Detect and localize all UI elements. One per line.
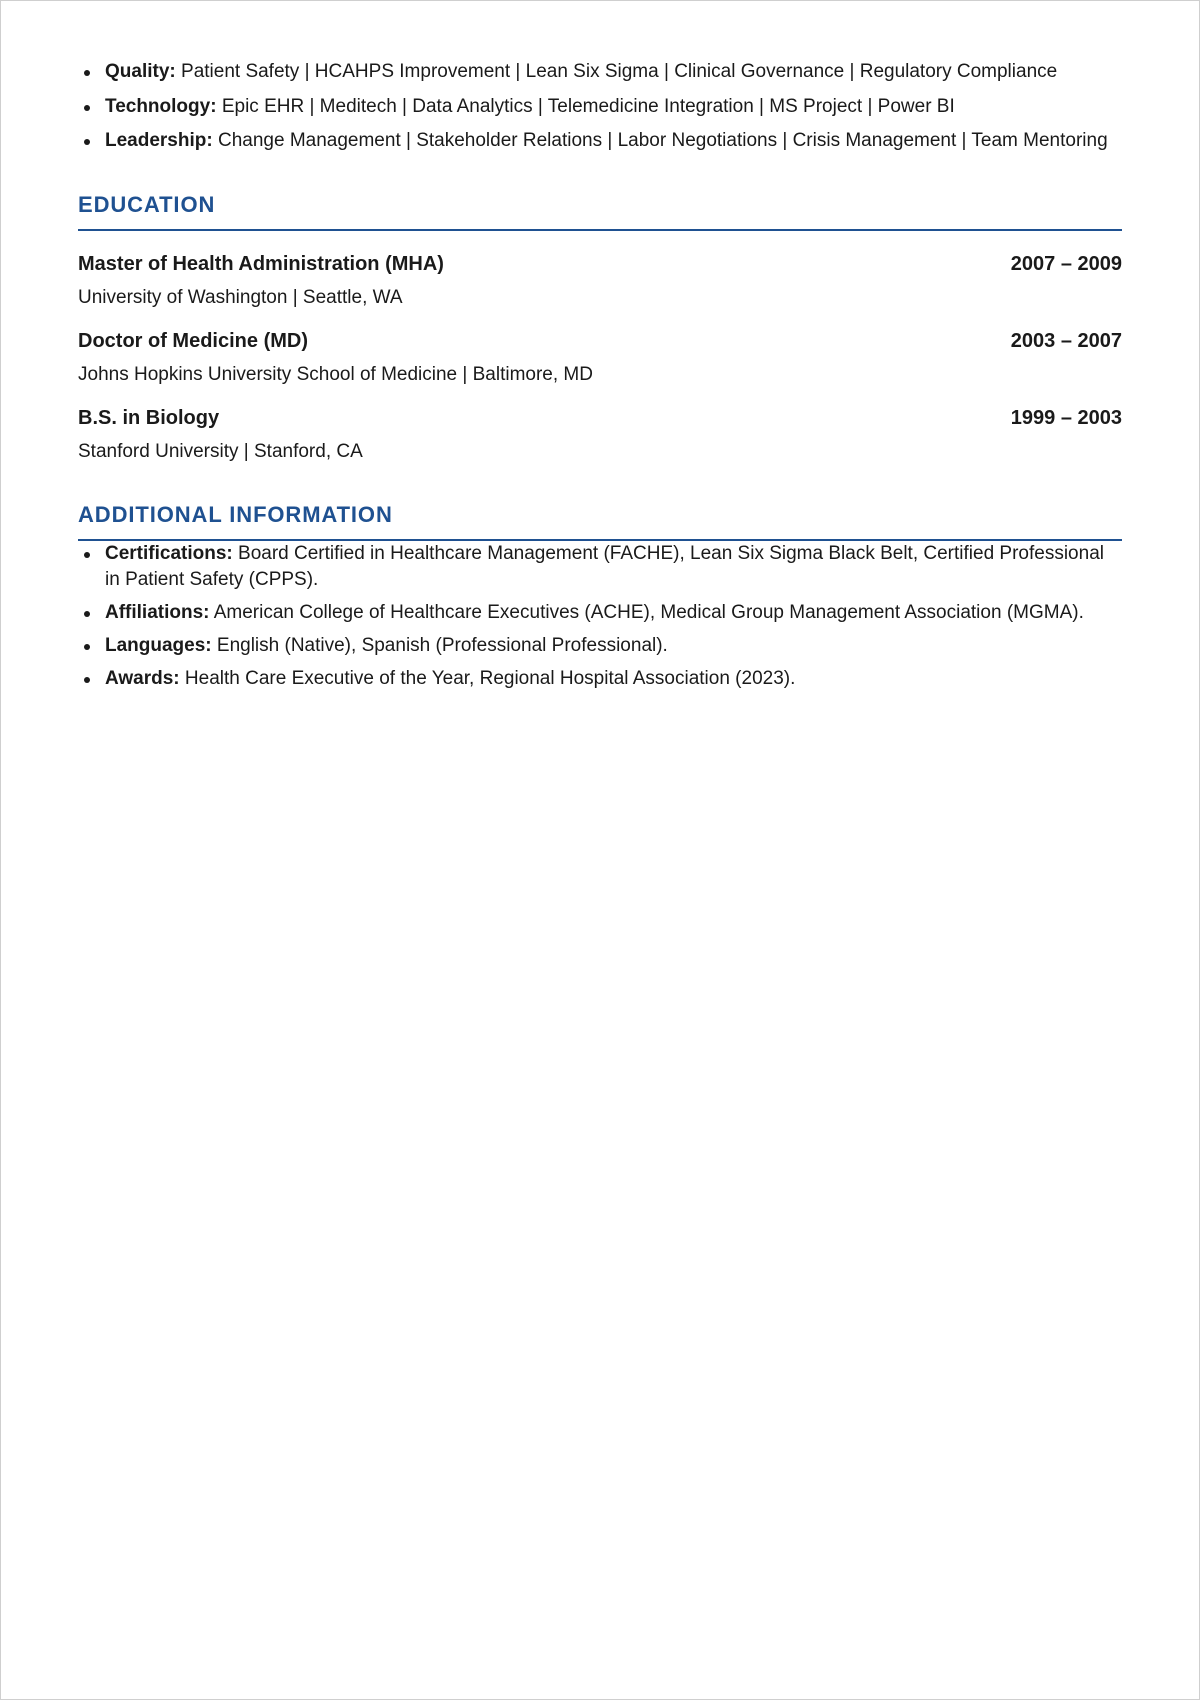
skill-text: Patient Safety | HCAHPS Improvement | Lean Six Sigma | Clinical Governance | Regulatory Compliance — [181, 61, 1058, 82]
degree-title: Master of Health Administration (MHA) — [78, 253, 444, 275]
skills-list — [78, 59, 1122, 154]
degree-dates: 2003 – 2007 — [1010, 330, 1122, 352]
additional-text: Board Certified in Healthcare Management (FACHE), Lean Six Sigma Black Belt, Certified Professional in Patient Safety (CPPS). — [105, 543, 1104, 590]
education-section-title: EDUCATION — [78, 192, 1122, 231]
education-list — [78, 251, 1122, 465]
skill-item-quality — [78, 59, 1122, 85]
additional-label: Languages: — [105, 635, 212, 656]
degree-title: Doctor of Medicine (MD) — [78, 330, 308, 352]
skill-item-technology — [78, 94, 1122, 120]
skill-label: Leadership: — [105, 130, 213, 151]
additional-info-section-title: ADDITIONAL INFORMATION — [78, 502, 1122, 541]
skill-text: Change Management | Stakeholder Relations | Labor Negotiations | Crisis Management | Team Mentoring — [217, 130, 1108, 151]
school-name: University of Washington | Seattle, WA — [78, 287, 403, 308]
additional-label: Certifications: — [105, 543, 233, 564]
skill-label: Quality: — [105, 61, 176, 82]
school-name: Johns Hopkins University School of Medicine | Baltimore, MD — [78, 364, 593, 385]
degree-dates: 2007 – 2009 — [1010, 253, 1122, 275]
additional-label: Awards: — [105, 668, 180, 689]
degree-dates: 1999 – 2003 — [1010, 407, 1122, 429]
skill-label: Technology: — [105, 95, 217, 117]
education-entry-mha — [78, 251, 1122, 311]
additional-item-languages — [78, 633, 1122, 659]
additional-label: Affiliations: — [105, 602, 210, 623]
additional-item-certifications — [78, 541, 1122, 593]
additional-item-awards — [78, 666, 1122, 692]
education-entry-md — [78, 328, 1122, 388]
degree-title: B.S. in Biology — [78, 407, 220, 429]
additional-info-list — [78, 541, 1122, 692]
additional-text: English (Native), Spanish (Professional Professional). — [216, 635, 668, 656]
additional-text: American College of Healthcare Executives (ACHE), Medical Group Management Association (MGMA). — [213, 602, 1084, 623]
skill-item-leadership — [78, 128, 1122, 154]
additional-text: Health Care Executive of the Year, Regional Hospital Association (2023). — [184, 668, 796, 689]
school-name: Stanford University | Stanford, CA — [78, 441, 363, 462]
additional-item-affiliations — [78, 600, 1122, 626]
skill-text: Epic EHR | Meditech | Data Analytics | Telemedicine Integration | MS Project | Power BI — [221, 95, 955, 117]
education-entry-bs — [78, 405, 1122, 465]
